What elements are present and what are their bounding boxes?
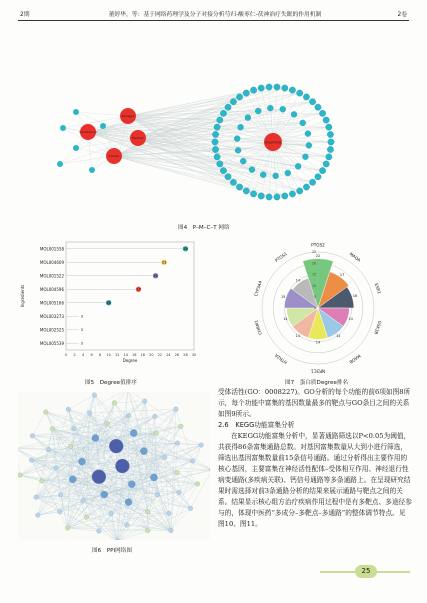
data-label: 22 [315,253,321,258]
ppi-node [199,443,204,448]
target-node [302,154,308,160]
target-node [285,170,291,176]
ppi-node [126,413,131,418]
target-node [220,167,226,173]
header-title: 董婷华，等：基于网络药理学及分子对接分析芍归-酸枣仁-茯神治疗失眠的作用机制 [108,12,322,18]
target-node [249,167,255,173]
category-label: PTGS2 [311,242,325,248]
ppi-node [167,511,172,516]
ppi-node [68,444,73,449]
tick-label-degree: 0 [64,353,68,357]
target-node [212,131,218,137]
category-label: MAOB [348,353,362,365]
ppi-node [188,506,193,511]
ppi-node [84,515,89,520]
data-label: 10 [106,301,111,306]
paragraph-kegg: 在KEGG功能富集分析中，显著通路筛选以P<0.05为阈值，共获得86条富集通路总数。对基因富集数量从大到小进行筛选，筛选出基因富集数量前15条信号通路。通过分析得出主要作用的核心基因，主要富集在神经活性配体–受体相互作用、神经退行性病变通路(多疾病关联)、钙信号通路等多条通路上。在呈现研究结果时需选择对前3条通路分析的结果来展示通路与靶点之间的关系。结果显示核心组方治疗疾病作用过程中是有多靶点、多途径参与的，体现中医药“多成分–多靶点–多通路”的整体调节特点。见图10、图11。 [218,432,412,528]
target-node [280,106,286,112]
ppi-node [155,492,160,497]
target-node [295,163,301,169]
tick-label-degree: 18 [140,353,145,357]
paragraph-go: 受体活性(GO：0008227)。GO分析的每个功能的前6项如图8所示，每个功能中富集的基因数量最多的靶点与GO条目之间的关系如图9所示。 [218,388,411,418]
tick-label-degree: 6 [90,353,93,357]
ppi-node [92,434,99,441]
data-label: 15 [280,294,286,299]
target-node [243,90,249,96]
radial-tick-label: 15 [311,272,316,277]
tick-label-ingredient: MOL001522 [39,273,64,279]
ppi-node [18,473,22,478]
radial-tick-label: 0 [313,306,316,311]
x-axis-label: Degree [122,358,138,363]
ppi-node [109,439,123,453]
ppi-node [125,499,132,506]
data-label: 16 [352,294,358,299]
header-rule [18,20,409,21]
target-node [315,104,321,110]
target-node [300,120,306,126]
category-label: GSK3B [373,319,383,335]
ppi-node [162,455,167,460]
target-node [217,161,223,167]
data-label: 3 [80,341,83,346]
ppi-node [34,495,39,500]
ppi-node [29,458,34,463]
ppi-node [115,459,129,473]
target-node [273,173,279,179]
tick-label-degree: 8 [99,353,102,357]
section-heading-2-6: 2.6 KEGG功能富集分析 [218,421,295,429]
target-node [274,84,280,90]
target-node [327,146,333,152]
target-node [250,191,256,197]
target-node [303,94,309,100]
category-label: HTR2A [273,352,289,366]
target-node [258,85,264,91]
target-node [323,117,329,123]
ppi-node [66,407,71,412]
target-node [327,131,333,137]
target-node [236,184,242,190]
target-node [326,154,332,160]
target-node [225,174,231,180]
target-node [326,124,332,130]
data-label: 17 [136,287,141,292]
ppi-node [140,448,147,455]
target-node [250,87,256,93]
target-node [243,188,249,194]
target-node [282,85,288,91]
compound-node [73,145,79,151]
fig6-caption: 图6 PPI网络图 [92,548,132,554]
category-label: MAOA [348,251,362,263]
tick-label-ingredient: MOL003273 [39,313,64,319]
target-node [296,90,302,96]
target-node [282,193,288,199]
target-node [266,84,272,90]
target-node [296,188,302,194]
ppi-node [72,426,77,431]
ppi-node [57,509,62,514]
page-number: 25 [355,565,377,578]
ppi-node [175,470,180,475]
tick-label-degree: 22 [157,353,163,357]
ppi-node [69,476,76,483]
ppi-node [130,429,137,436]
target-node [328,139,334,145]
ppi-node [190,459,195,464]
ppi-node [58,493,63,498]
ppi-node [112,401,117,406]
tick-label-degree: 10 [106,353,111,357]
ppi-node [65,526,70,531]
ppi-node [153,414,158,419]
ppi-node [54,466,59,471]
ppi-node [46,447,51,452]
ppi-node [145,528,150,533]
tick-label-degree: 30 [191,353,197,357]
target-node [258,193,264,199]
category-label: CHRM1 [253,319,263,336]
tick-label-degree: 20 [149,353,154,357]
category-label: PTGS1 [273,250,288,264]
ppi-node [177,490,182,495]
target-node [240,158,246,164]
ppi-node [44,410,49,415]
target-node [274,194,280,200]
tick-label-degree: 28 [183,353,188,357]
degree-ranking-chart [18,236,210,376]
target-node [230,179,236,185]
target-node [303,184,309,190]
edge [60,156,114,164]
data-label: 21 [153,274,158,279]
herb-node-label: Suanzaoren [79,130,97,135]
compound-node [60,125,66,131]
herb-node-label: Danggui [121,114,135,119]
edge [128,107,228,116]
data-label: 14 [295,333,301,338]
tick-label-degree: 2 [73,353,76,357]
data-label: 14 [315,340,321,345]
fig5-caption: 图5 Degree值排序 [85,380,137,386]
network-edges [60,87,331,197]
running-header [18,7,409,21]
target-node [230,99,236,105]
target-node [309,99,315,105]
target-node [306,142,312,148]
target-node [212,146,218,152]
target-node [214,154,220,160]
header-volume: 2卷 [397,12,407,18]
compound-node [100,123,106,129]
target-node [319,110,325,116]
target-node [225,104,231,110]
ppi-node [40,479,45,484]
fig4-caption: 图4 P–M–C–T 网络 [178,225,230,231]
radial-tick-label: 10 [311,283,316,288]
tick-label-ingredient: MOL001558 [39,246,64,252]
data-label: 14 [295,278,301,283]
herb-node-label: Baishao [132,136,144,141]
compound-node [73,109,79,115]
ppi-node [174,407,179,412]
ppi-node [145,509,150,514]
target-node [255,108,261,114]
tick-label-ingredient: MOL005539 [39,340,64,346]
ppi-node [142,399,147,404]
target-node [266,194,272,200]
target-node [214,124,220,130]
fig7-caption: 图7 蛋白质Degree排名 [285,380,349,386]
ppi-node [92,393,97,398]
target-node [217,117,223,123]
y-axis-label: Ingredients [20,284,25,308]
target-node [235,147,241,153]
ppi-node [169,528,174,533]
ppi-node [125,523,130,528]
edge [138,87,269,138]
ppi-network-figure [18,392,210,540]
body-text [218,387,412,530]
target-node [289,87,295,93]
ppi-node [175,441,180,446]
category-label: ESR1 [373,282,382,295]
ppi-node [128,481,135,488]
edge [128,116,285,196]
ppi-node [50,427,55,432]
target-node [291,111,297,117]
tick-label-degree: 24 [166,353,171,357]
ppi-node [30,434,35,439]
data-label: 28 [183,247,188,252]
target-node [309,179,315,185]
target-node [238,124,244,130]
radial-tick-label: 25 [311,250,316,255]
ppi-node [87,411,92,416]
ppi-node [81,498,86,503]
data-label: 3 [80,328,83,333]
edge [128,93,300,116]
tick-label-degree: 14 [123,353,128,357]
data-label: 23 [161,260,167,265]
ppi-node [105,421,110,426]
tick-label-ingredient: MOL005166 [39,300,64,306]
ppi-node [154,431,159,436]
protein-degree-rose-chart [228,240,408,376]
compound-node [89,167,95,173]
radial-tick-label: 20 [311,261,316,266]
target-node [319,167,325,173]
target-node [212,139,218,145]
ppi-node [36,513,41,518]
category-label: NR3C1 [310,368,326,374]
tick-label-ingredient: MOL004609 [39,259,64,265]
pmct-network-figure [18,78,409,218]
tick-label-degree: 16 [132,353,137,357]
header-issue: 2期 [20,12,30,18]
target-node [289,191,295,197]
data-label: 17 [339,272,345,277]
compound-node [57,161,63,167]
target-node [267,105,273,111]
plot-frame [66,242,194,350]
target-node [323,161,329,167]
disease-node-label: Insomnia [265,140,281,145]
target-node [315,174,321,180]
herb-node-label: Fushen [108,154,120,159]
tick-label-ingredient: MOL002525 [39,327,64,333]
ppi-node [97,529,102,534]
target-node [234,136,240,142]
tick-label-degree: 4 [81,353,85,357]
data-label: 14 [335,333,341,338]
data-label: 14 [348,316,353,321]
data-label: 14 [283,316,288,321]
target-node [260,172,266,178]
category-label: CYP3A4 [253,280,263,297]
tick-label-degree: 12 [115,353,120,357]
radial-tick-label: 5 [313,295,316,299]
target-node [220,110,226,116]
ppi-node [150,474,157,481]
target-node [305,131,311,137]
ppi-node [109,511,114,516]
ppi-node [78,458,85,465]
tick-label-ingredient: MOL004596 [39,286,64,292]
ppi-node [92,470,106,484]
ppi-node [101,491,108,498]
ppi-node [195,482,200,487]
tick-label-degree: 26 [174,353,180,357]
data-label: 3 [80,314,83,319]
target-node [245,115,251,121]
target-node [236,94,242,100]
ppi-node [178,424,183,429]
